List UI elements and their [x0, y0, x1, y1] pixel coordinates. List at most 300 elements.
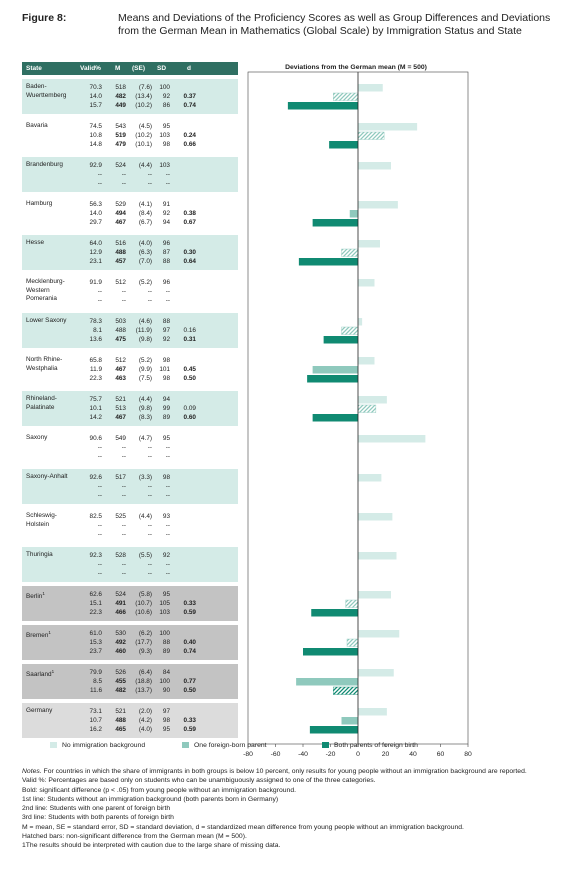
- cell-valid: 10.8: [89, 132, 102, 139]
- cell-sd: --: [165, 444, 170, 451]
- cell-se: --: [147, 453, 152, 460]
- cell-valid: 10.1: [89, 405, 102, 412]
- cell-valid: 15.1: [89, 600, 102, 607]
- cell-sd: 88: [162, 318, 170, 325]
- x-tick-label: -20: [325, 751, 336, 758]
- cell-d: 0.77: [183, 678, 196, 685]
- header-valid: Valid%: [80, 65, 101, 72]
- cell-se: (10.2): [135, 102, 152, 109]
- deviation-bar: [358, 474, 381, 482]
- cell-se: (10.1): [135, 141, 152, 148]
- cell-valid: 92.6: [89, 474, 102, 481]
- cell-valid: 8.5: [93, 678, 102, 685]
- deviation-bar: [358, 405, 376, 413]
- cell-valid: --: [97, 180, 102, 187]
- legend-label-none: No immigration background: [62, 742, 146, 749]
- cell-m: 503: [115, 318, 126, 325]
- cell-sd: 90: [162, 687, 170, 694]
- cell-d: 0.60: [183, 414, 196, 421]
- cell-m: 494: [115, 210, 126, 217]
- cell-d: 0.74: [183, 102, 196, 109]
- deviation-bar: [342, 717, 359, 725]
- state-name: Saxony: [26, 434, 48, 441]
- legend-label-one: One foreign-born parent: [194, 742, 267, 749]
- cell-sd: 99: [162, 405, 170, 412]
- cell-se: (4.0): [138, 726, 152, 733]
- notes: [22, 767, 578, 851]
- state-name: Lower Saxony: [26, 317, 67, 324]
- x-tick-label: -80: [243, 751, 253, 758]
- state-name: Bavaria: [26, 122, 48, 129]
- state-name: Berlin$^1$: [26, 591, 45, 601]
- x-tick-label: 60: [436, 751, 445, 758]
- cell-sd: --: [165, 492, 170, 499]
- deviation-bar: [358, 279, 375, 287]
- cell-m: 466: [115, 609, 126, 616]
- cell-m: 463: [115, 375, 126, 382]
- cell-valid: --: [97, 570, 102, 577]
- cell-se: (9.9): [138, 366, 152, 373]
- cell-valid: 92.3: [89, 552, 102, 559]
- state-footnote-mark: 1: [42, 591, 45, 596]
- cell-d: 0.50: [183, 687, 196, 694]
- cell-m: 491: [115, 600, 126, 607]
- cell-sd: 100: [159, 84, 170, 91]
- cell-se: (8.3): [138, 414, 152, 421]
- cell-se: (6.4): [138, 669, 152, 676]
- cell-sd: 101: [159, 366, 170, 373]
- deviation-bar: [342, 327, 359, 335]
- cell-sd: 92: [162, 552, 170, 559]
- cell-valid: --: [97, 492, 102, 499]
- cell-se: (6.7): [138, 219, 152, 226]
- cell-sd: 100: [159, 630, 170, 637]
- cell-sd: 88: [162, 639, 170, 646]
- cell-valid: 11.6: [90, 687, 102, 694]
- cell-se: --: [147, 561, 152, 568]
- cell-m: 517: [115, 474, 126, 481]
- cell-m: 549: [115, 435, 126, 442]
- cell-se: (7.6): [138, 84, 152, 91]
- deviation-bar: [358, 513, 392, 521]
- cell-valid: 14.0: [89, 210, 102, 217]
- cell-sd: 95: [162, 123, 170, 130]
- note-7: Hatched bars: non-significant difference from the German mean (M = 500).: [22, 833, 247, 841]
- cell-sd: 98: [162, 375, 170, 382]
- cell-se: --: [147, 180, 152, 187]
- cell-d: 0.66: [183, 141, 196, 148]
- cell-m: --: [121, 171, 126, 178]
- header-state: State: [26, 65, 42, 72]
- cell-sd: 95: [162, 591, 170, 598]
- deviation-bar: [310, 726, 358, 734]
- cell-sd: 103: [159, 609, 170, 616]
- figure-label: Figure 8:: [22, 12, 67, 24]
- cell-m: 479: [115, 141, 126, 148]
- deviation-bar: [346, 600, 358, 608]
- cell-se: --: [147, 288, 152, 295]
- cell-m: 488: [115, 327, 126, 334]
- cell-m: --: [121, 483, 126, 490]
- cell-m: --: [121, 492, 126, 499]
- note-1: Valid %: Percentages are based only on students who can be unambiguously assigned to one of the three categories.: [22, 777, 376, 785]
- cell-valid: 29.7: [89, 219, 102, 226]
- note-8: 1The results should be interpreted with caution due to the large share of missing data.: [22, 842, 281, 850]
- deviation-bar: [358, 669, 394, 677]
- cell-m: 512: [115, 279, 126, 286]
- cell-valid: 23.1: [89, 258, 102, 265]
- cell-sd: 97: [162, 327, 170, 334]
- cell-se: (13.4): [135, 93, 152, 100]
- cell-valid: 75.7: [89, 396, 102, 403]
- cell-se: (10.6): [135, 609, 152, 616]
- cell-valid: 62.6: [89, 591, 102, 598]
- cell-se: (6.3): [138, 249, 152, 256]
- cell-se: (13.7): [135, 687, 152, 694]
- cell-se: (10.2): [135, 132, 152, 139]
- x-tick-label: 0: [356, 751, 360, 758]
- deviation-bar: [358, 201, 398, 209]
- cell-sd: --: [165, 570, 170, 577]
- cell-se: --: [147, 483, 152, 490]
- deviation-bar: [358, 435, 425, 443]
- cell-m: 488: [115, 249, 126, 256]
- cell-m: 518: [115, 84, 126, 91]
- cell-valid: 90.6: [89, 435, 102, 442]
- cell-sd: --: [165, 288, 170, 295]
- deviation-bar: [333, 93, 358, 101]
- cell-valid: 74.5: [89, 123, 102, 130]
- cell-sd: 93: [162, 513, 170, 520]
- cell-sd: 100: [159, 678, 170, 685]
- cell-m: 457: [115, 258, 126, 265]
- cell-se: (5.2): [138, 279, 152, 286]
- legend-swatch-both: [322, 742, 329, 748]
- cell-m: 530: [115, 630, 126, 637]
- cell-m: 467: [115, 414, 126, 421]
- cell-sd: 103: [159, 162, 170, 169]
- cell-m: --: [121, 180, 126, 187]
- cell-se: (11.9): [135, 327, 152, 334]
- cell-d: 0.38: [183, 210, 196, 217]
- state-name: Baden-Wuerttemberg: [26, 83, 67, 99]
- state-name: Bremen$^1$: [26, 630, 51, 640]
- deviation-bar: [358, 84, 383, 92]
- deviation-bar: [299, 258, 358, 266]
- cell-valid: --: [97, 483, 102, 490]
- cell-m: 455: [115, 678, 126, 685]
- cell-se: (4.0): [138, 240, 152, 247]
- deviation-bar: [313, 219, 358, 227]
- cell-valid: 15.3: [89, 639, 102, 646]
- cell-se: (9.8): [138, 405, 152, 412]
- note-4: 2nd line: Students with one parent of foreign birth: [22, 805, 171, 813]
- cell-valid: --: [97, 531, 102, 538]
- cell-sd: 91: [162, 201, 170, 208]
- cell-m: 513: [115, 405, 126, 412]
- cell-sd: 96: [162, 279, 170, 286]
- cell-se: (4.4): [138, 513, 152, 520]
- cell-se: (18.8): [135, 678, 152, 685]
- state-name: Saxony-Anhalt: [26, 473, 68, 480]
- state-name: Thuringia: [26, 551, 53, 558]
- cell-valid: 61.0: [89, 630, 102, 637]
- state-name: North Rhine-Westphalia: [26, 356, 63, 372]
- cell-valid: 23.7: [89, 648, 102, 655]
- deviation-bar: [358, 708, 387, 716]
- x-tick-label: 20: [381, 751, 390, 758]
- legend-swatch-none: [50, 742, 57, 748]
- cell-sd: --: [165, 453, 170, 460]
- legend-swatch-one: [182, 742, 189, 748]
- cell-m: 475: [115, 336, 126, 343]
- cell-se: (4.5): [138, 123, 152, 130]
- cell-se: (5.5): [138, 552, 152, 559]
- state-name: Saarland$^1$: [26, 669, 55, 679]
- cell-se: --: [147, 531, 152, 538]
- cell-valid: 14.8: [89, 141, 102, 148]
- cell-m: 482: [115, 93, 126, 100]
- cell-se: (9.3): [138, 648, 152, 655]
- cell-sd: 105: [159, 600, 170, 607]
- cell-sd: --: [165, 522, 170, 529]
- deviation-bar: [358, 240, 380, 248]
- deviation-bar: [307, 375, 358, 383]
- cell-se: (4.7): [138, 435, 152, 442]
- deviation-bar: [358, 591, 391, 599]
- cell-valid: 22.3: [89, 609, 102, 616]
- cell-m: 521: [115, 708, 126, 715]
- state-name: Hesse: [26, 239, 45, 246]
- cell-valid: 78.3: [89, 318, 102, 325]
- cell-sd: --: [165, 483, 170, 490]
- legend-item-one: [182, 742, 267, 749]
- cell-valid: 22.3: [89, 375, 102, 382]
- x-tick-label: 40: [409, 751, 417, 758]
- deviation-bar: [324, 336, 358, 344]
- deviation-bar: [342, 249, 359, 257]
- cell-m: 524: [115, 162, 126, 169]
- cell-valid: --: [97, 522, 102, 529]
- cell-m: --: [121, 288, 126, 295]
- cell-sd: 88: [162, 258, 170, 265]
- cell-se: (4.4): [138, 396, 152, 403]
- cell-sd: 89: [162, 414, 170, 421]
- cell-se: (4.6): [138, 318, 152, 325]
- cell-se: (4.2): [138, 717, 152, 724]
- cell-se: (7.5): [138, 375, 152, 382]
- cell-d: 0.45: [183, 366, 196, 373]
- state-name: Hamburg: [26, 200, 53, 207]
- cell-m: 528: [115, 552, 126, 559]
- cell-sd: 94: [162, 219, 170, 226]
- note-2: Bold: significant difference (p < .05) from young people without an immigration background.: [22, 786, 296, 794]
- deviation-bar: [350, 210, 358, 218]
- legend-item-both: [322, 742, 418, 749]
- cell-se: --: [147, 570, 152, 577]
- cell-sd: 98: [162, 141, 170, 148]
- chart-title: Deviations from the German mean (M = 500): [285, 64, 427, 71]
- note-0: Notes. For countries in which the share of immigrants in both groups is below 10 percent, only results for young people without an immigration background are reported.: [22, 768, 527, 775]
- cell-se: (8.4): [138, 210, 152, 217]
- cell-sd: 98: [162, 474, 170, 481]
- deviation-bar: [358, 162, 391, 170]
- cell-d: 0.31: [183, 336, 196, 343]
- cell-valid: 16.2: [89, 726, 102, 733]
- state-name: Mecklenburg-Western Pomerania: [26, 278, 65, 302]
- deviation-bar: [313, 366, 358, 374]
- cell-se: (9.8): [138, 336, 152, 343]
- header-se: (SE): [132, 65, 145, 72]
- cell-d: 0.24: [183, 132, 196, 139]
- cell-d: 0.09: [183, 405, 196, 412]
- cell-m: 465: [115, 726, 126, 733]
- cell-sd: 97: [162, 708, 170, 715]
- cell-valid: 10.7: [89, 717, 102, 724]
- note-6: M = mean, SE = standard error, SD = standard deviation, d = standardized mean difference from young people without an immigration background.: [22, 823, 464, 831]
- x-tick-label: -40: [298, 751, 308, 758]
- cell-valid: 91.9: [89, 279, 102, 286]
- cell-sd: 94: [162, 396, 170, 403]
- deviation-bar: [288, 102, 358, 110]
- header-d: d: [187, 65, 191, 72]
- note-3: 1st line: Students without an immigration background (both parents born in Germany): [22, 795, 279, 803]
- legend-label-both: Both parents of foreign birth: [334, 742, 418, 749]
- cell-valid: 82.5: [89, 513, 102, 520]
- cell-valid: 73.1: [89, 708, 102, 715]
- figure-title: Means and Deviations of the Proficiency Scores as well as Group Differences and Deviations from the German Mean in Mathematics (Global Scale) by Immigration Status and State: [118, 12, 551, 37]
- cell-m: 467: [115, 366, 126, 373]
- cell-sd: 89: [162, 648, 170, 655]
- cell-valid: 14.2: [89, 414, 102, 421]
- cell-se: --: [147, 522, 152, 529]
- cell-se: (17.7): [135, 639, 152, 646]
- cell-m: 525: [115, 513, 126, 520]
- deviation-bar: [358, 132, 384, 140]
- cell-se: --: [147, 171, 152, 178]
- cell-d: 0.50: [183, 375, 196, 382]
- cell-valid: 11.9: [90, 366, 102, 373]
- deviation-bar: [329, 141, 358, 149]
- cell-m: 492: [115, 639, 126, 646]
- cell-valid: 92.9: [89, 162, 102, 169]
- cell-se: (4.4): [138, 162, 152, 169]
- cell-m: 521: [115, 396, 126, 403]
- cell-m: 482: [115, 687, 126, 694]
- header-mean: M: [115, 65, 121, 72]
- cell-valid: 8.1: [93, 327, 102, 334]
- cell-d: 0.40: [183, 639, 196, 646]
- cell-se: (7.0): [138, 258, 152, 265]
- cell-se: --: [147, 444, 152, 451]
- cell-sd: 92: [162, 336, 170, 343]
- cell-m: 526: [115, 669, 126, 676]
- cell-se: (2.0): [138, 708, 152, 715]
- cell-valid: 13.6: [89, 336, 102, 343]
- cell-se: (5.8): [138, 591, 152, 598]
- cell-se: (5.2): [138, 357, 152, 364]
- cell-m: --: [121, 297, 126, 304]
- cell-sd: 103: [159, 132, 170, 139]
- cell-d: 0.30: [183, 249, 196, 256]
- cell-m: --: [121, 561, 126, 568]
- cell-m: 512: [115, 357, 126, 364]
- cell-valid: 79.9: [89, 669, 102, 676]
- state-footnote-mark: 1: [51, 669, 55, 674]
- cell-m: 449: [115, 102, 126, 109]
- legend-item-none: [50, 742, 145, 749]
- cell-sd: 87: [162, 249, 170, 256]
- cell-sd: --: [165, 297, 170, 304]
- deviation-bar: [358, 552, 397, 560]
- cell-m: 467: [115, 219, 126, 226]
- cell-valid: --: [97, 297, 102, 304]
- state-name: Rhineland-Palatinate: [26, 395, 57, 411]
- cell-sd: 86: [162, 102, 170, 109]
- cell-m: 460: [115, 648, 126, 655]
- deviation-bar: [347, 639, 358, 647]
- cell-m: 529: [115, 201, 126, 208]
- cell-m: 488: [115, 717, 126, 724]
- cell-sd: 92: [162, 210, 170, 217]
- cell-valid: --: [97, 288, 102, 295]
- cell-m: --: [121, 453, 126, 460]
- cell-se: (10.7): [135, 600, 152, 607]
- state-name: Germany: [26, 707, 53, 714]
- deviation-bar: [313, 414, 358, 422]
- cell-d: 0.67: [183, 219, 196, 226]
- cell-se: (6.2): [138, 630, 152, 637]
- cell-valid: 15.7: [89, 102, 102, 109]
- x-tick-label: -60: [270, 751, 281, 758]
- cell-valid: --: [97, 444, 102, 451]
- cell-d: 0.37: [183, 93, 196, 100]
- cell-d: 0.33: [183, 600, 196, 607]
- note-0-text: For countries in which the share of immigrants in both groups is below 10 percent, only results for young people without an immigration background are reported.: [43, 768, 527, 775]
- deviation-bar: [358, 396, 387, 404]
- cell-valid: 64.0: [89, 240, 102, 247]
- cell-d: 0.59: [183, 726, 196, 733]
- state-name: Brandenburg: [26, 161, 63, 168]
- state-name: Schleswig-Holstein: [26, 512, 57, 528]
- cell-se: (4.1): [138, 201, 152, 208]
- deviation-bar: [358, 630, 399, 638]
- note-5: 3rd line: Students with both parents of foreign birth: [22, 814, 174, 822]
- cell-m: 519: [115, 132, 126, 139]
- cell-valid: --: [97, 561, 102, 568]
- cell-sd: --: [165, 180, 170, 187]
- cell-sd: 98: [162, 717, 170, 724]
- cell-se: --: [147, 297, 152, 304]
- deviation-bar: [296, 678, 358, 686]
- cell-d: 0.64: [183, 258, 196, 265]
- cell-valid: 56.3: [89, 201, 102, 208]
- x-tick-label: 80: [464, 751, 472, 758]
- deviation-bar: [358, 123, 417, 131]
- cell-sd: 95: [162, 726, 170, 733]
- state-footnote-mark: 1: [48, 630, 51, 635]
- cell-valid: 12.9: [89, 249, 102, 256]
- cell-se: (3.3): [138, 474, 152, 481]
- cell-se: --: [147, 492, 152, 499]
- cell-sd: --: [165, 171, 170, 178]
- cell-m: 543: [115, 123, 126, 130]
- cell-d: 0.74: [183, 648, 196, 655]
- cell-sd: 96: [162, 240, 170, 247]
- cell-sd: 84: [162, 669, 170, 676]
- cell-sd: --: [165, 561, 170, 568]
- cell-valid: --: [97, 171, 102, 178]
